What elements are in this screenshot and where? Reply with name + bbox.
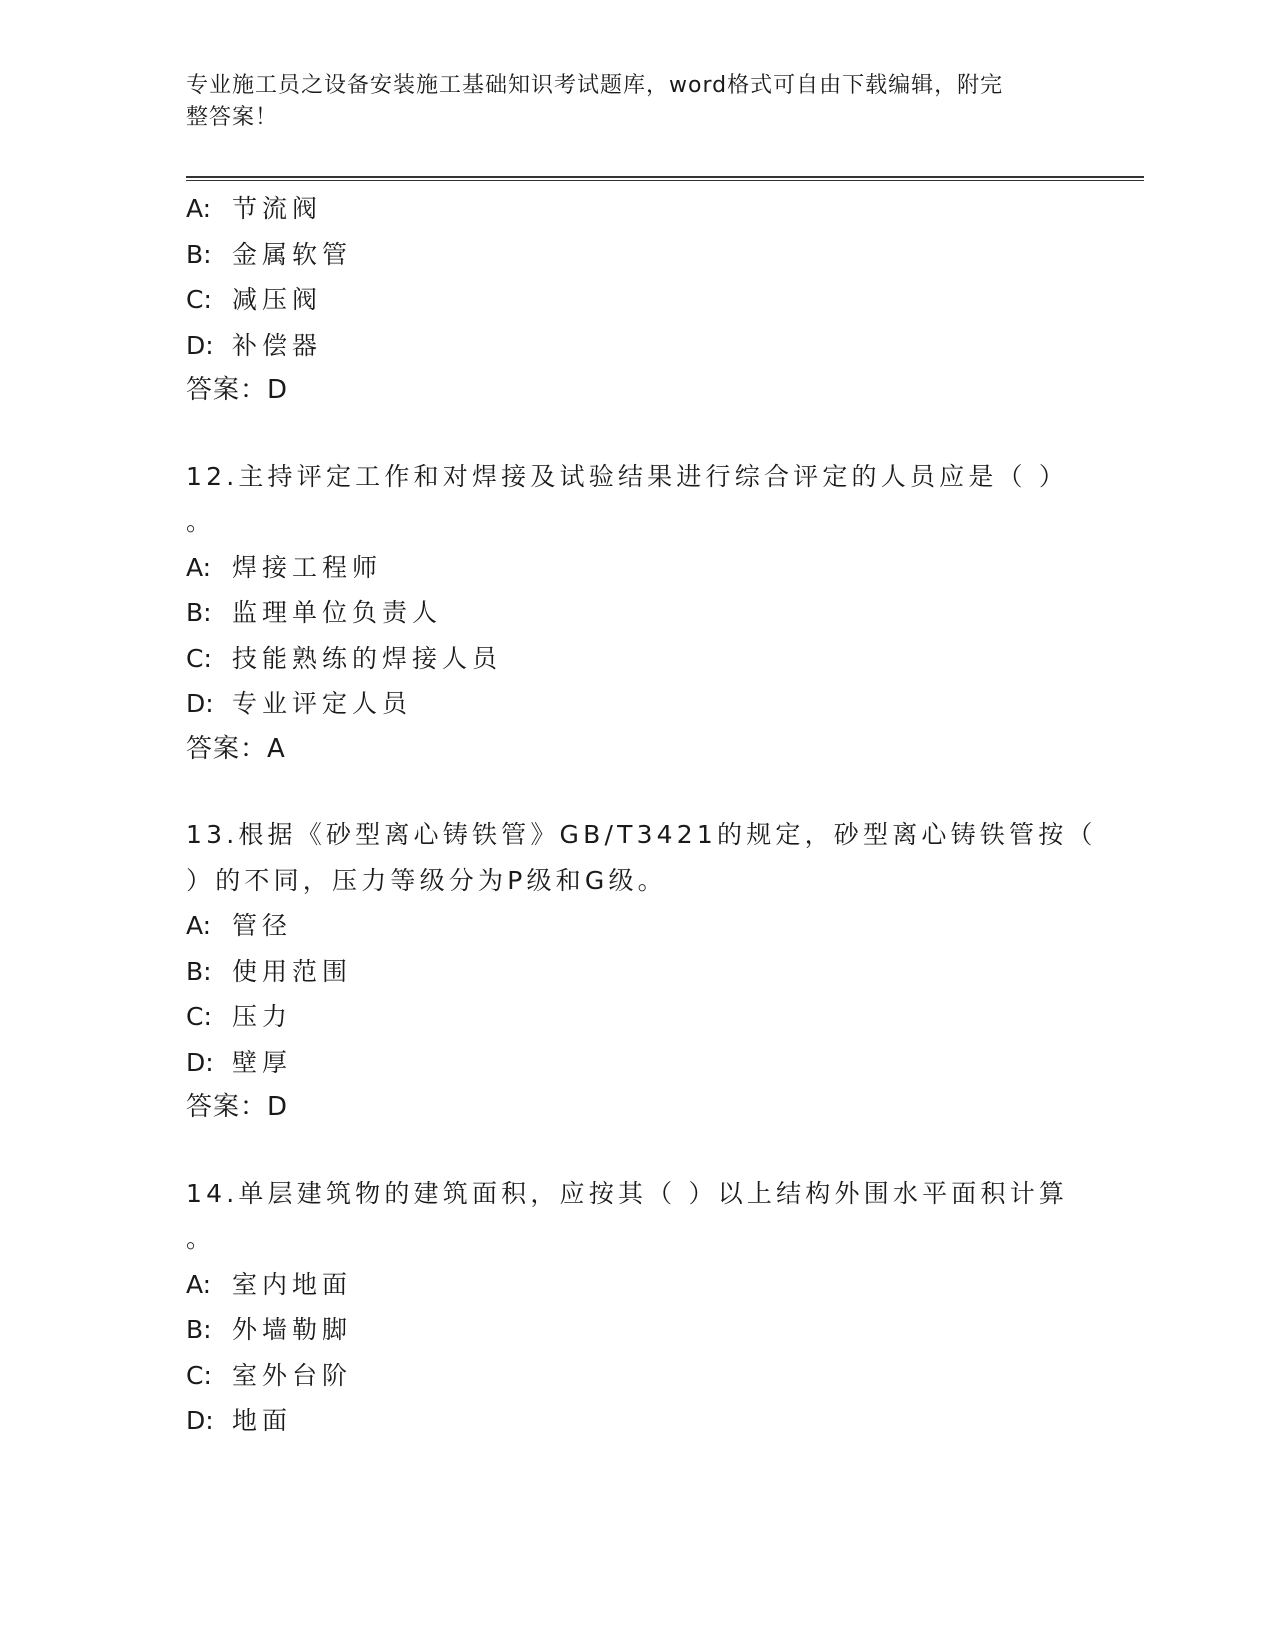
question-text: 12.主持评定工作和对焊接及试验结果进行综合评定的人员应是（ ） 。: [186, 461, 1069, 536]
option-d: D: 专业评定人员: [186, 689, 413, 718]
answer: 答案：D: [186, 375, 289, 405]
answer: 答案：D: [186, 1092, 289, 1122]
document-header: [186, 70, 1066, 134]
option-b: B: 外墙勒脚: [186, 1315, 353, 1344]
option-a: A: 室内地面: [186, 1269, 353, 1299]
answer: 答案：A: [186, 733, 286, 764]
option-a: A: 节流阀: [186, 194, 323, 223]
question-14: [186, 1171, 1086, 1444]
option-b: B: 监理单位负责人: [186, 598, 443, 627]
option-c: C: 室外台阶: [186, 1360, 353, 1390]
option-a: A: 焊接工程师: [186, 552, 383, 582]
option-a: A: 管径: [186, 911, 293, 940]
question-list: [186, 186, 1097, 1444]
option-d: D: 补偿器: [186, 330, 323, 360]
question-text: 13.根据《砂型离心铸铁管》GB/T3421的规定，砂型离心铸铁管按（ ）的不同，压力等级分为P级和G级。: [186, 820, 1097, 895]
option-d: D: 地面: [186, 1406, 293, 1435]
header-divider: [186, 176, 1144, 181]
option-d: D: 壁厚: [186, 1047, 293, 1077]
option-c: C: 减压阀: [186, 285, 323, 314]
question-11: [186, 186, 1086, 414]
option-c: C: 压力: [186, 1002, 293, 1031]
question-13: [186, 812, 1097, 1131]
question-text: 14.单层建筑物的建筑面积，应按其（ ）以上结构外围水平面积计算 。: [186, 1178, 1069, 1253]
option-b: B: 金属软管: [186, 239, 353, 269]
header-line-1: 专业施工员之设备安装施工基础知识考试题库，word格式可自由下载编辑，附完: [186, 73, 1004, 98]
header-line-2: 整答案！: [186, 105, 279, 130]
question-12: [186, 454, 1086, 773]
option-c: C: 技能熟练的焊接人员: [186, 643, 503, 673]
option-b: B: 使用范围: [186, 956, 353, 986]
